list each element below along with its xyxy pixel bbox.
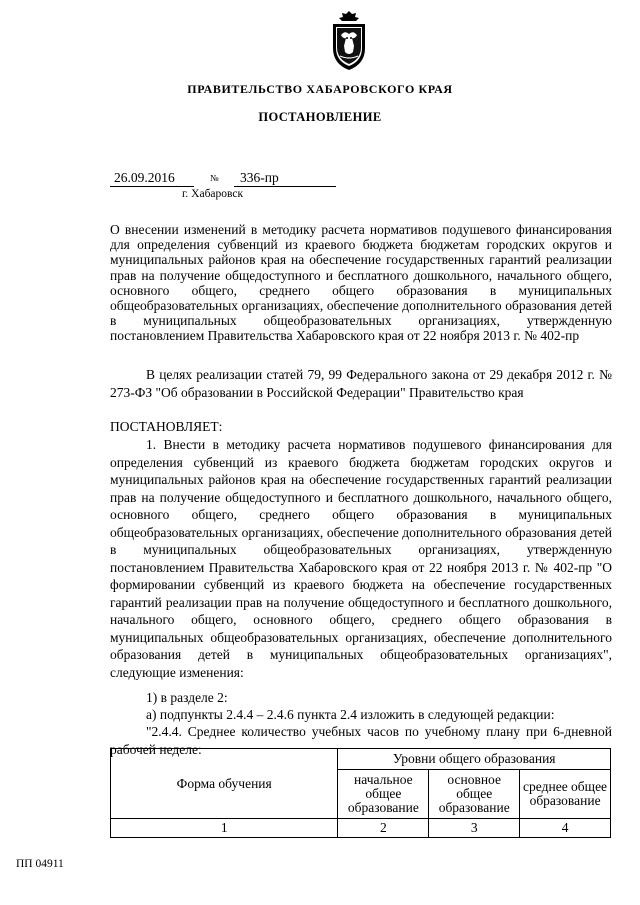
date-number-line	[110, 170, 330, 186]
col-header-form: Форма обучения	[111, 749, 338, 819]
document-date: 26.09.2016	[110, 170, 194, 187]
footer-code: ПП 04911	[16, 858, 64, 870]
decree-word: ПОСТАНОВЛЯЕТ:	[110, 419, 223, 434]
number-sign: №	[210, 173, 219, 183]
section-paragraph: 1) в разделе 2:	[146, 690, 228, 705]
column-number: 1	[111, 819, 338, 838]
column-number: 2	[338, 819, 429, 838]
table-numbering-row	[111, 819, 611, 838]
col-header-primary: начальное общее образование	[338, 770, 429, 819]
preamble-paragraph: В целях реализации статей 79, 99 Федерального закона от 29 декабря 2012 г. № 273-ФЗ "Об образовании в Российской Федерации" Правительство края	[110, 367, 612, 400]
government-title: ПРАВИТЕЛЬСТВО ХАБАРОВСКОГО КРАЯ	[187, 82, 453, 96]
document-subject: О внесении изменений в методику расчета нормативов подушевого финансирования для определения субвенций из краевого бюджета бюджетам городских округов и муниципальных районов края на обеспечение государственных гарантий реализации прав на получение общедоступного и бесплатного дошкольного, начального общего, основного общего, среднего общего образования в муниципальных общеобразовательных организациях, обеспечение дополнительного образования детей в муниципальных общеобразовательных организациях, утвержденную постановлением Правительства Хабаровского края от 22 ноября 2013 г. № 402-пр	[110, 222, 612, 344]
column-number: 3	[429, 819, 520, 838]
group-header-levels: Уровни общего образования	[338, 749, 611, 770]
table-header-row	[111, 749, 611, 770]
education-levels-table	[110, 748, 611, 838]
column-number: 4	[520, 819, 611, 838]
subsection-paragraph: а) подпункты 2.4.4 – 2.4.6 пункта 2.4 изложить в следующей редакции:	[146, 707, 555, 722]
clause-2-4-4-paragraph: "2.4.4. Среднее количество учебных часов по учебному плану при 6-дневной рабочей неделе:	[110, 724, 612, 757]
coat-of-arms-icon	[326, 8, 372, 72]
city-name: г. Хабаровск	[182, 188, 244, 200]
document-type: ПОСТАНОВЛЕНИЕ	[258, 110, 382, 124]
col-header-basic: основное общее образование	[429, 770, 520, 819]
col-header-secondary: среднее общее образование	[520, 770, 611, 819]
item-1-paragraph: 1. Внести в методику расчета нормативов подушевого финансирования для определения субвенций из краевого бюджета бюджетам городских округов и муниципальных районов края на обеспечение государственных гарантий реализации прав на получение общедоступного и бесплатного дошкольного, начального общего, основного общего, среднего общего образования в муниципальных общеобразовательных организациях, обеспечение дополнительного образования детей в муниципальных общеобразовательных организациях, утвержденную постановлением Правительства Хабаровского края от 22 ноября 2013 г. № 402-пр "О формировании субвенций из краевого бюджета на обеспечение государственных гарантий реализации прав на получение общедоступного и бесплатного дошкольного, начального общего, основного общего, среднего общего образования в муниципальных общеобразовательных организациях, обеспечение дополнительного образования детей в муниципальных общеобразовательных организациях", следующие изменения:	[110, 437, 612, 680]
document-number: 336-пр	[234, 170, 336, 187]
